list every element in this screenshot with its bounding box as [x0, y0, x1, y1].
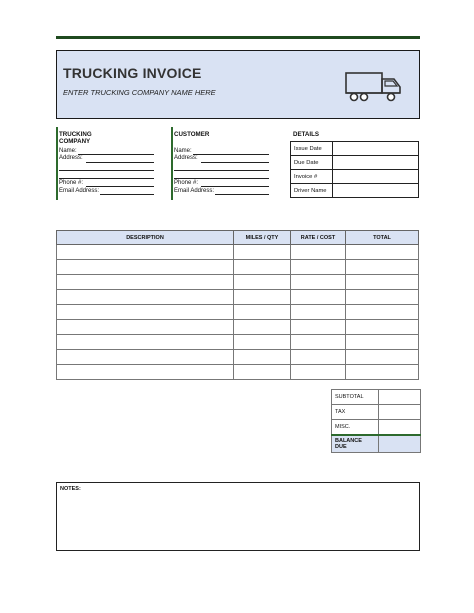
rate-cost-cell[interactable]: [291, 260, 346, 275]
total-cell[interactable]: [346, 365, 419, 380]
rate-cost-cell[interactable]: [291, 335, 346, 350]
company-name-label: Name:: [59, 148, 77, 154]
rate-cost-cell[interactable]: [291, 365, 346, 380]
miles-qty-cell[interactable]: [234, 305, 291, 320]
customer-name-field[interactable]: [193, 154, 269, 155]
company-address-field-2[interactable]: [59, 170, 154, 171]
customer-phone-field[interactable]: [201, 186, 269, 187]
top-rule: [56, 36, 420, 39]
invoice-number-label: Invoice #: [291, 170, 333, 184]
miles-qty-cell[interactable]: [234, 365, 291, 380]
description-cell[interactable]: [57, 305, 234, 320]
customer-address-field-2[interactable]: [174, 170, 269, 171]
description-cell[interactable]: [57, 260, 234, 275]
table-row: [57, 260, 419, 275]
misc-label: MISC.: [332, 420, 379, 436]
rate-cost-cell[interactable]: [291, 350, 346, 365]
table-row: [57, 350, 419, 365]
subtotal-label: SUBTOTAL: [332, 390, 379, 405]
balance-due-value[interactable]: [379, 435, 421, 453]
total-cell[interactable]: [346, 350, 419, 365]
miles-qty-cell[interactable]: [234, 320, 291, 335]
due-date-label: Due Date: [291, 156, 333, 170]
table-row: [57, 305, 419, 320]
company-email-field[interactable]: [100, 194, 154, 195]
rate-cost-cell[interactable]: [291, 305, 346, 320]
miles-qty-cell[interactable]: [234, 275, 291, 290]
table-header-row: [57, 231, 419, 245]
details-table: [290, 141, 419, 198]
notes-label: NOTES:: [60, 486, 81, 492]
column-header-miles-qty: MILES / QTY: [234, 231, 291, 245]
balance-due-label: BALANCE DUE: [332, 435, 379, 453]
notes-box[interactable]: [56, 482, 420, 551]
customer-email-label: Email Address:: [174, 188, 215, 194]
tax-value[interactable]: [379, 405, 421, 420]
customer-address-label: Address:: [174, 155, 198, 161]
total-cell[interactable]: [346, 290, 419, 305]
driver-name-field[interactable]: [333, 184, 419, 198]
table-row: [57, 335, 419, 350]
table-row: [57, 245, 419, 260]
invoice-header: [56, 50, 420, 119]
miles-qty-cell[interactable]: [234, 290, 291, 305]
description-cell[interactable]: [57, 320, 234, 335]
column-header-rate-cost: RATE / COST: [291, 231, 346, 245]
totals-table: [331, 389, 421, 453]
rate-cost-cell[interactable]: [291, 290, 346, 305]
line-items-table: [56, 230, 419, 380]
company-address-label: Address:: [59, 155, 83, 161]
column-header-total: TOTAL: [346, 231, 419, 245]
table-row: [57, 320, 419, 335]
misc-value[interactable]: [379, 420, 421, 436]
customer-address-field[interactable]: [201, 162, 269, 163]
customer-heading: CUSTOMER: [174, 131, 210, 138]
miles-qty-cell[interactable]: [234, 335, 291, 350]
rate-cost-cell[interactable]: [291, 320, 346, 335]
total-cell[interactable]: [346, 305, 419, 320]
description-cell[interactable]: [57, 335, 234, 350]
table-row: [57, 290, 419, 305]
due-date-field[interactable]: [333, 156, 419, 170]
subtotal-value[interactable]: [379, 390, 421, 405]
total-cell[interactable]: [346, 260, 419, 275]
customer-email-field[interactable]: [215, 194, 269, 195]
total-cell[interactable]: [346, 275, 419, 290]
customer-phone-label: Phone #:: [174, 180, 199, 186]
column-header-description: DESCRIPTION: [57, 231, 234, 245]
company-address-field[interactable]: [86, 162, 154, 163]
rate-cost-cell[interactable]: [291, 275, 346, 290]
company-phone-label: Phone #:: [59, 180, 84, 186]
details-heading: DETAILS: [293, 131, 320, 138]
total-cell[interactable]: [346, 245, 419, 260]
tax-label: TAX: [332, 405, 379, 420]
description-cell[interactable]: [57, 275, 234, 290]
miles-qty-cell[interactable]: [234, 245, 291, 260]
description-cell[interactable]: [57, 365, 234, 380]
section-accent-bar: [56, 127, 58, 200]
company-phone-field[interactable]: [86, 186, 154, 187]
miles-qty-cell[interactable]: [234, 260, 291, 275]
table-row: [57, 275, 419, 290]
company-heading: TRUCKING COMPANY: [59, 131, 92, 145]
company-address-field-3[interactable]: [59, 178, 154, 179]
total-cell[interactable]: [346, 320, 419, 335]
company-email-label: Email Address:: [59, 188, 100, 194]
table-row: [57, 365, 419, 380]
invoice-number-field[interactable]: [333, 170, 419, 184]
customer-address-field-3[interactable]: [174, 178, 269, 179]
rate-cost-cell[interactable]: [291, 245, 346, 260]
description-cell[interactable]: [57, 350, 234, 365]
issue-date-field[interactable]: [333, 142, 419, 156]
invoice-title: TRUCKING INVOICE: [63, 65, 202, 81]
description-cell[interactable]: [57, 245, 234, 260]
miles-qty-cell[interactable]: [234, 350, 291, 365]
section-accent-bar: [171, 127, 173, 200]
driver-name-label: Driver Name: [291, 184, 333, 198]
company-name-placeholder[interactable]: ENTER TRUCKING COMPANY NAME HERE: [63, 88, 216, 97]
truck-icon: [344, 69, 404, 105]
company-name-field[interactable]: [78, 154, 154, 155]
total-cell[interactable]: [346, 335, 419, 350]
issue-date-label: Issue Date: [291, 142, 333, 156]
description-cell[interactable]: [57, 290, 234, 305]
customer-name-label: Name:: [174, 148, 192, 154]
